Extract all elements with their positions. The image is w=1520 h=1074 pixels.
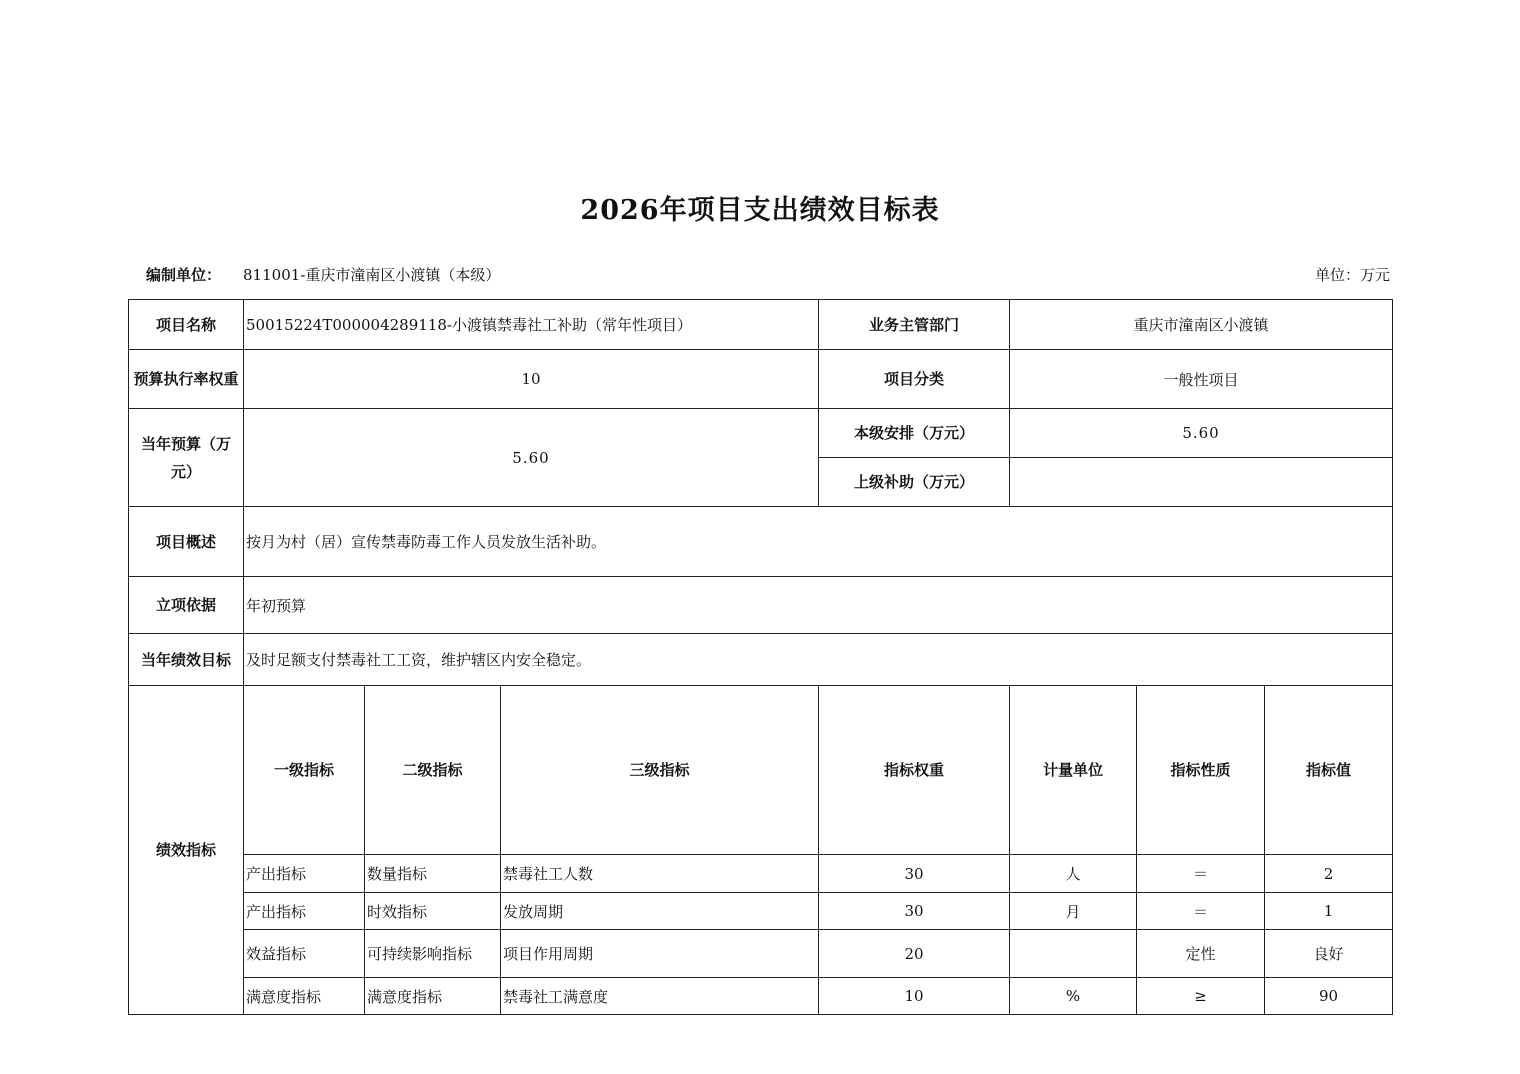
local-label: 本级安排（万元） (819, 409, 1010, 458)
indicator-cell: 禁毒社工人数 (501, 855, 819, 893)
page-title: 2026年项目支出绩效目标表 (580, 195, 940, 226)
budget-value: 5.60 (244, 409, 819, 507)
unit-label: 单位：万元 (1314, 266, 1390, 284)
indicator-header-row (129, 686, 1393, 855)
basis-label: 立项依据 (129, 577, 244, 634)
indicator-cell: 定性 (1137, 930, 1265, 978)
dept-value: 重庆市潼南区小渡镇 (1010, 300, 1393, 350)
indicator-cell: % (1010, 978, 1137, 1015)
header-cell: 一级指标 (244, 686, 365, 855)
budget-label: 当年预算（万元） (129, 409, 244, 507)
overview-value: 按月为村（居）宣传禁毒防毒工作人员发放生活补助。 (244, 507, 1393, 577)
indicator-cell: 可持续影响指标 (365, 930, 501, 978)
table-row (129, 350, 1393, 409)
local-value: 5.60 (1010, 409, 1393, 458)
header-cell: 二级指标 (365, 686, 501, 855)
goal-label: 当年绩效目标 (129, 634, 244, 686)
indicator-cell: 满意度指标 (365, 978, 501, 1015)
indicator-cell: 数量指标 (365, 855, 501, 893)
dept-label: 业务主管部门 (819, 300, 1010, 350)
superior-value (1010, 458, 1393, 507)
overview-label: 项目概述 (129, 507, 244, 577)
indicator-label: 绩效指标 (129, 686, 244, 1015)
indicator-cell: ＝ (1137, 855, 1265, 893)
indicator-cell: 项目作用周期 (501, 930, 819, 978)
header-cell: 计量单位 (1010, 686, 1137, 855)
goal-value: 及时足额支付禁毒社工工资，维护辖区内安全稳定。 (244, 634, 1393, 686)
indicator-cell: 产出指标 (244, 855, 365, 893)
indicator-cell: 效益指标 (244, 930, 365, 978)
header-cell: 指标性质 (1137, 686, 1265, 855)
header-cell: 指标值 (1265, 686, 1393, 855)
indicator-cell: 1 (1265, 893, 1393, 930)
indicator-cell: ＝ (1137, 893, 1265, 930)
indicator-cell: 禁毒社工满意度 (501, 978, 819, 1015)
indicator-row (129, 978, 1393, 1015)
table-row (129, 634, 1393, 686)
header-cell: 三级指标 (501, 686, 819, 855)
table-row (129, 507, 1393, 577)
performance-table (128, 299, 1393, 1015)
compiler-line (146, 264, 500, 285)
indicator-cell: 30 (819, 855, 1010, 893)
indicator-row (129, 893, 1393, 930)
indicator-cell: 时效指标 (365, 893, 501, 930)
indicator-row (129, 930, 1393, 978)
table-row (129, 300, 1393, 350)
indicator-cell: 月 (1010, 893, 1137, 930)
indicator-cell: 2 (1265, 855, 1393, 893)
superior-label: 上级补助（万元） (819, 458, 1010, 507)
category-label: 项目分类 (819, 350, 1010, 409)
category-value: 一般性项目 (1010, 350, 1393, 409)
indicator-cell: 良好 (1265, 930, 1393, 978)
indicator-cell: 产出指标 (244, 893, 365, 930)
header-cell: 指标权重 (819, 686, 1010, 855)
indicator-cell: 20 (819, 930, 1010, 978)
project-name-label: 项目名称 (129, 300, 244, 350)
indicator-cell: 10 (819, 978, 1010, 1015)
indicator-cell: 满意度指标 (244, 978, 365, 1015)
exec-weight-label: 预算执行率权重 (129, 350, 244, 409)
indicator-cell: 30 (819, 893, 1010, 930)
basis-value: 年初预算 (244, 577, 1393, 634)
indicator-row (129, 855, 1393, 893)
indicator-cell: 发放周期 (501, 893, 819, 930)
compiler-value: 811001-重庆市潼南区小渡镇（本级） (243, 266, 501, 284)
table-row (129, 409, 1393, 458)
indicator-cell (1010, 930, 1137, 978)
indicator-cell: 90 (1265, 978, 1393, 1015)
compiler-label: 编制单位： (146, 266, 222, 284)
indicator-cell: 人 (1010, 855, 1137, 893)
table-row (129, 577, 1393, 634)
indicator-cell: ≥ (1137, 978, 1265, 1015)
project-name-value: 50015224T000004289118-小渡镇禁毒社工补助（常年性项目） (244, 300, 819, 350)
exec-weight-value: 10 (244, 350, 819, 409)
